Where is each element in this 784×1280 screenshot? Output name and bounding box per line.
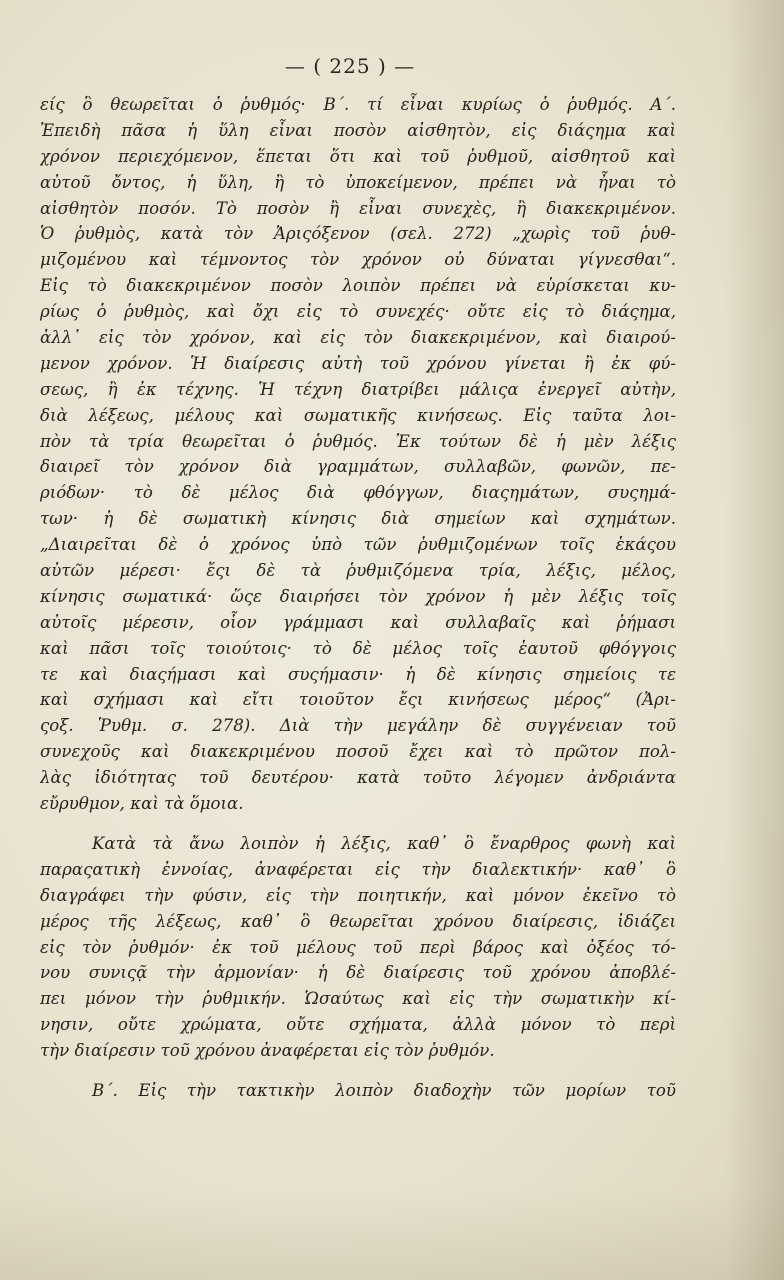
text-line: μενον χρόνον. Ἡ διαίρεσις αὐτὴ τοῦ χρόνου γίνεται ἢ ἐκ φύ- <box>40 353 676 373</box>
text-line: Κατὰ τὰ ἄνω λοιπὸν ἡ λέξις, καθ᾿ ὃ ἔναρθρος φωνὴ καὶ <box>92 833 676 853</box>
text-line: λὰς ἰδιότητας τοῦ δευτέρου· κατὰ τοῦτο λέγομεν ἀνδριάντα <box>40 768 676 788</box>
paragraph-2 <box>40 831 676 1064</box>
text-line: διαιρεῖ τὸν χρόνον διὰ γραμμάτων, συλλαβῶν, φωνῶν, πε- <box>40 457 676 477</box>
text-line: παραςατικὴ ἐννοίας, ἀναφέρεται εἰς τὴν διαλεκτικήν· καθ᾿ ὃ <box>40 859 676 879</box>
text-line: είς ὃ θεωρεῖται ὁ ῥυθμός· Β΄. τί εἶναι κυρίως ὁ ῥυθμός. Α΄. <box>40 95 676 114</box>
text-line: χρόνον περιεχόμενον, ἕπεται ὅτι καὶ τοῦ ῥυθμοῦ, αἰσθητοῦ καὶ <box>40 146 676 166</box>
text-line: διαγράφει τὴν φύσιν, εἰς τὴν ποιητικήν, καὶ μόνον ἐκεῖνο τὸ <box>40 885 676 905</box>
paragraph-gap <box>40 1064 676 1078</box>
text-line: ριόδων· τὸ δὲ μέλος διὰ φθόγγων, διαςημάτων, συςημά- <box>40 483 676 503</box>
paragraph-3 <box>40 1078 676 1104</box>
text-line: πει μόνον τὴν ῥυθμικήν. Ὡσαύτως καὶ εἰς τὴν σωματικὴν κί- <box>40 989 676 1009</box>
text-line: ἀλλ᾿ εἰς τὸν χρόνον, καὶ εἰς τὸν διακεκριμένον, καὶ διαιρού- <box>40 328 676 348</box>
bottom-shadow <box>0 1190 784 1280</box>
text-line: συνεχοῦς καὶ διακεκριμένου ποσοῦ ἔχει καὶ τὸ πρῶτον πολ- <box>40 742 676 762</box>
text-line: αὐτοῦ ὄντος, ἡ ὕλη, ἢ τὸ ὑποκείμενον, πρέπει νὰ ἦναι τὸ <box>40 172 676 192</box>
paragraph-1 <box>40 92 676 817</box>
text-line: „Διαιρεῖται δὲ ὁ χρόνος ὑπὸ τῶν ῥυθμιζομένων τοῖς ἑκάςου <box>40 535 676 555</box>
text-line: εἰς τὸν ῥυθμόν· ἐκ τοῦ μέλους τοῦ περὶ βάρος καὶ ὀξέος τό- <box>40 937 676 957</box>
text-line: καὶ πᾶσι τοῖς τοιούτοις· τὸ δὲ μέλος τοῖς ἑαυτοῦ φθόγγοις <box>40 638 676 658</box>
text-line: αἰσθητὸν ποσόν. Τὸ ποσὸν ἢ εἶναι συνεχὲς, ἢ διακεκριμένον. <box>40 198 676 218</box>
text-line: μιζομένου καὶ τέμνοντος τὸν χρόνον οὐ δύναται γίγνεσθαι“. <box>40 250 676 270</box>
spine-shadow <box>724 0 784 1280</box>
text-line: αὐτῶν μέρεσι· ἔςι δὲ τὰ ῥυθμιζόμενα τρία, λέξις, μέλος, <box>40 561 676 581</box>
text-line: πὸν τὰ τρία θεωρεῖται ὁ ῥυθμός. Ἐκ τούτων δὲ ἡ μὲν λέξις <box>40 431 676 451</box>
text-line: των· ἡ δὲ σωματικὴ κίνησις διὰ σημείων καὶ σχημάτων. <box>40 509 676 529</box>
text-line: ςοξ. Ῥυθμ. σ. 278). Διὰ τὴν μεγάλην δὲ συγγένειαν τοῦ <box>40 716 676 736</box>
text-line: Ὁ ῥυθμὸς, κατὰ τὸν Ἀριςόξενον (σελ. 272) „χωρὶς τοῦ ῥυθ- <box>40 224 676 244</box>
paragraph-gap <box>40 817 676 831</box>
text-line: νησιν, οὔτε χρώματα, οὔτε σχήματα, ἀλλὰ μόνον τὸ περὶ <box>40 1015 676 1035</box>
text-line: διὰ λέξεως, μέλους καὶ σωματικῆς κινήσεως. Εἰς ταῦτα λοι- <box>40 405 676 425</box>
text-line: νου συνιςᾷ τὴν ἁρμονίαν· ἡ δὲ διαίρεσις τοῦ χρόνου ἀποβλέ- <box>40 963 676 983</box>
body-text <box>40 92 676 1104</box>
text-line: μέρος τῆς λέξεως, καθ᾿ ὃ θεωρεῖται χρόνου διαίρεσις, ἰδιάζει <box>40 911 676 931</box>
text-line: σεως, ἢ ἐκ τέχνης. Ἡ τέχνη διατρίβει μάλιςα ἐνεργεῖ αὐτὴν, <box>40 379 676 399</box>
text-line: εὔρυθμον, καὶ τὰ ὅμοια. <box>40 794 244 814</box>
text-line: αὐτοῖς μέρεσιν, οἷον γράμμασι καὶ συλλαβαῖς καὶ ῥήμασι <box>40 612 676 632</box>
text-line: ρίως ὁ ῥυθμὸς, καὶ ὄχι εἰς τὸ συνεχές· οὔτε εἰς τὸ διάςημα, <box>40 302 676 322</box>
page-number: — ( 225 ) — <box>284 54 416 78</box>
text-line: τὴν διαίρεσιν τοῦ χρόνου ἀναφέρεται εἰς τὸν ῥυθμόν. <box>40 1041 495 1061</box>
text-line: καὶ σχήμασι καὶ εἴτι τοιοῦτον ἔςι κινήσεως μέρος“ (Ἀρι- <box>40 690 676 710</box>
text-line: κίνησις σωματικά· ὥςε διαιρήσει τὸν χρόνον ἡ μὲν λέξις τοῖς <box>40 586 676 606</box>
text-line: Ἐπειδὴ πᾶσα ἡ ὕλη εἶναι ποσὸν αἰσθητὸν, εἰς διάςημα καὶ <box>40 120 676 140</box>
text-line: τε καὶ διαςήμασι καὶ συςήμασιν· ἡ δὲ κίνησις σημείοις τε <box>40 664 676 684</box>
text-line: Β΄. Εἰς τὴν τακτικὴν λοιπὸν διαδοχὴν τῶν μορίων τοῦ <box>92 1080 676 1100</box>
text-line: Εἰς τὸ διακεκριμένον ποσὸν λοιπὸν πρέπει νὰ εὑρίσκεται κυ- <box>40 276 676 296</box>
